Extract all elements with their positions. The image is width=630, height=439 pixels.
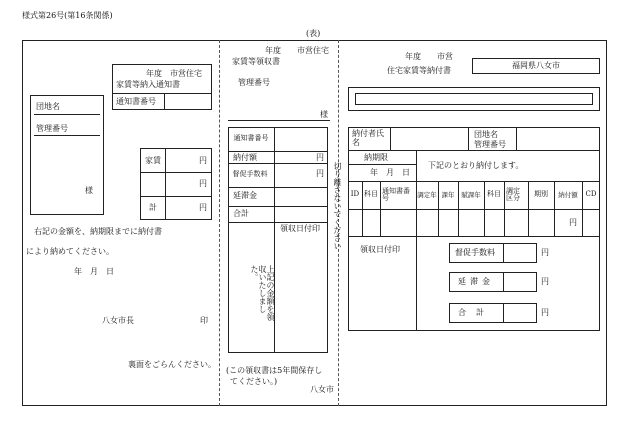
receipt-city: 八女市 xyxy=(310,385,334,394)
payment-title-line2: 住宅家賃等納付書 xyxy=(387,66,451,75)
receipt-title-line2: 家賃等領収書 xyxy=(232,57,280,66)
notice-title-line2: 家賃等納入通知書 xyxy=(116,80,180,89)
col-ka-nen: 課年 xyxy=(441,190,455,199)
yachin-label: 家賃 xyxy=(145,156,161,165)
other-yen: 円 xyxy=(199,179,207,188)
addressee-box xyxy=(30,95,104,215)
receipt-date-stamp-label: 領収日付印 xyxy=(280,224,320,233)
receipt-tokusoku-label: 督促手数料 xyxy=(232,170,268,179)
col-fuka-nen: 賦課年 xyxy=(461,190,481,199)
instruction-line1: 右記の金額を、納期限までに納付書 xyxy=(34,227,162,236)
receipt-nofu-yen: 円 xyxy=(316,153,324,162)
due-label: 納期限 xyxy=(364,153,388,162)
col-kamoku-1: 科目 xyxy=(364,190,378,199)
payment-date-stamp-label: 領収日付印 xyxy=(360,245,400,254)
receipt-nofu-label: 納付額 xyxy=(233,153,257,162)
payment-danchi-label: 団地名 xyxy=(474,130,498,139)
col-tsuchisho: 通知書番号 xyxy=(382,186,410,202)
receipt-gokei-label: 合計 xyxy=(233,209,249,218)
cut-line-label: 切り離さないでください xyxy=(333,162,342,250)
notice-number-label: 通知書番号 xyxy=(116,97,156,106)
kanri-label: 管理番号 xyxy=(36,124,68,133)
payment-gokei-yen: 円 xyxy=(541,308,549,317)
payment-tokusoku-yen: 円 xyxy=(541,248,549,257)
payment-gokei-label: 合計 xyxy=(458,308,494,317)
payment-entai-yen: 円 xyxy=(541,277,549,286)
receipt-kanri-label: 管理番号 xyxy=(238,78,270,87)
receipt-sama: 様 xyxy=(320,110,328,119)
keep-note-line1: (この領収書は5年間保存し xyxy=(226,366,323,375)
receipt-tsuchisho-label: 通知書番号 xyxy=(233,134,269,143)
mayor-label: 八女市長 xyxy=(102,316,134,325)
payment-tokusoku-label: 督促手数料 xyxy=(455,248,495,257)
payment-amount-yen: 円 xyxy=(569,218,577,227)
notice-title-line1: 年度 市営住宅 xyxy=(146,69,202,78)
side-label: (表) xyxy=(306,29,321,38)
instruction-line2: により納めてください。 xyxy=(26,247,114,256)
col-nofugaku: 納付額 xyxy=(558,190,578,199)
col-cd: CD xyxy=(585,190,597,199)
payer-label: 納付者氏名 xyxy=(352,129,384,147)
payment-entai-label: 延滞金 xyxy=(458,277,494,286)
notice-date: 年 月 日 xyxy=(74,267,114,276)
kei-label: 計 xyxy=(149,203,157,212)
yachin-yen: 円 xyxy=(199,156,207,165)
receipt-title-line1: 年度 市営住宅 xyxy=(265,46,329,55)
received-text: 上記の金額を領収いたしました。 xyxy=(250,265,275,321)
kei-yen: 円 xyxy=(199,203,207,212)
col-id: ID xyxy=(350,190,360,199)
col-chotei-nen: 調定年 xyxy=(417,190,437,199)
back-note: 裏面をごらんください。 xyxy=(128,360,216,369)
col-chotei-kubun: 調定区分 xyxy=(506,186,520,202)
col-kamoku-2: 科目 xyxy=(487,190,501,199)
receipt-tokusoku-yen: 円 xyxy=(316,169,324,178)
notice-sama: 様 xyxy=(85,186,93,195)
city-box-text: 福岡県八女市 xyxy=(512,61,560,70)
payment-kanri-label: 管理番号 xyxy=(474,140,506,149)
due-date: 年 月 日 xyxy=(370,168,410,177)
address-window-inner xyxy=(355,93,593,105)
payment-title-line1: 年度 市営 xyxy=(405,52,453,61)
receipt-entai-label: 延滞金 xyxy=(233,191,257,200)
statement: 下記のとおり納付します。 xyxy=(428,161,524,170)
col-kibetsu: 期別 xyxy=(534,190,548,199)
form-number: 様式第26号(第16条関係) xyxy=(22,11,113,20)
perforation-left xyxy=(219,40,220,406)
keep-note-line2: てください。) xyxy=(230,377,278,386)
danchi-label: 団地名 xyxy=(36,102,60,111)
mayor-seal: 印 xyxy=(200,316,208,325)
